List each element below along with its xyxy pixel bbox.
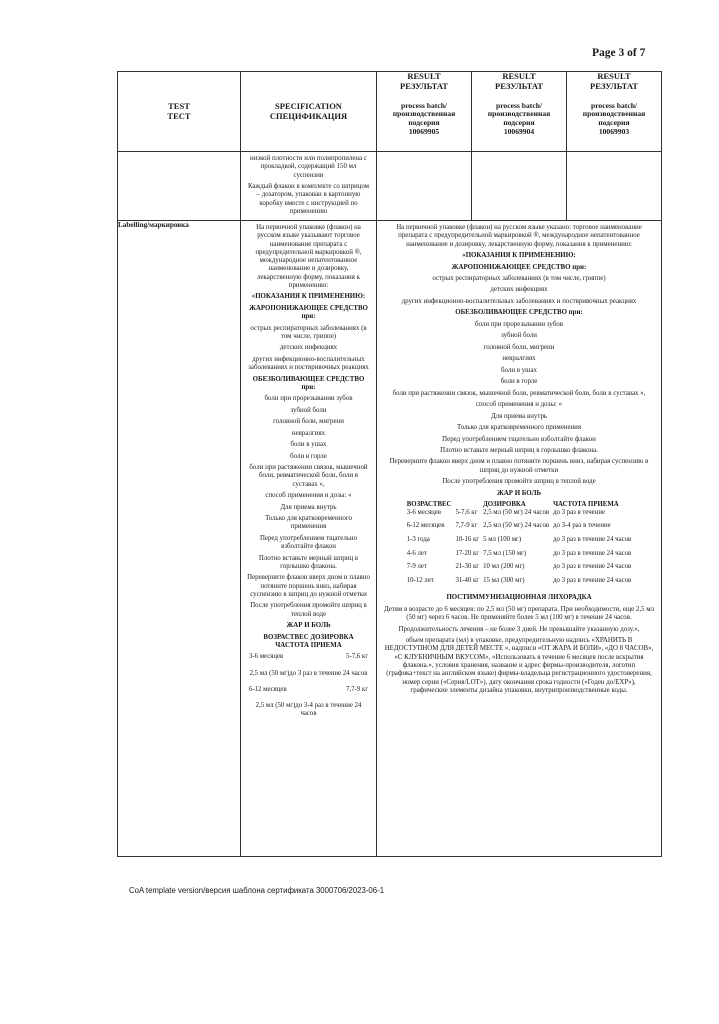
spec-text-line: детских инфекциях xyxy=(279,344,338,352)
specification-table xyxy=(117,71,662,857)
test-header-line: ТЕСТ xyxy=(167,110,191,121)
packaging-result-2 xyxy=(472,152,567,221)
result-text-line: боли в горле xyxy=(500,378,538,386)
batch-line: process batch/ xyxy=(590,100,638,110)
dose-weight: 31-40 кг xyxy=(455,576,480,584)
dose-frequency: до 3 раз в течение 24 часов xyxy=(553,535,632,543)
spec-header-line: СПЕЦИФИКАЦИЯ xyxy=(269,110,348,121)
result-text-line: объем препарата (мл) в упаковке, предупредительную надпись «ХРАНИТЬ В НЕДОСТУПНОМ ДЛЯ ДЕТЕЙ МЕСТЕ », надписи «ОТ ЖАРА И БОЛИ», «ДО 8 ЧАСОВ», «С КЛУБНИЧНЫМ ВКУСОМ», «Использовать в течение 6 месяцев после вскрытия флакона.», условия хранения, название и адрес фирмы-производителя, логотип (графика+текст на английском языке) фирмы-владельца регистрационного удостоверения, номер серии («Серия/LOT»), дату окончания срока годности («Годен до/EXP»), графические элементы дизайна упаковки, внутрипроизводственные коды. xyxy=(384,637,654,694)
result-header-1 xyxy=(377,72,472,152)
dose-amount: 2,5 мл (50 мг)до 3-4 раз в течение 24 часов xyxy=(255,702,362,717)
labelling-result-cell xyxy=(377,221,662,857)
result-text-line: невралгиях xyxy=(502,355,536,363)
batch-line: 10069904 xyxy=(503,126,535,136)
result-text-line: боли при прорезывании зубов xyxy=(475,320,563,328)
dose-row xyxy=(405,522,633,536)
spec-text-line: ЖАР И БОЛЬ xyxy=(286,622,331,630)
dose-row-detail xyxy=(247,670,370,686)
spec-text-line: ВОЗРАСТВЕС ДОЗИРОВКА ЧАСТОТА ПРИЕМА xyxy=(263,633,354,649)
dose-header-age: ВОЗРАСТВЕС xyxy=(406,501,452,509)
result-text-line: ОБЕЗБОЛИВАЮЩЕЕ СРЕДСТВО при: xyxy=(455,309,583,317)
result-text-line: Продолжительность лечения – не более 3 дней. Не превышайте указанную дозу.», xyxy=(398,625,640,633)
dose-weight: 7,7-9 кг xyxy=(455,522,478,530)
batch-line: подсерия xyxy=(598,117,630,127)
dose-row xyxy=(405,550,633,564)
spec-text-line: Плотно вставьте мерный шприц в горлышко флакона. xyxy=(258,554,359,570)
batch-line: 10069903 xyxy=(598,126,630,136)
result-text-line: ЖАРОПОНИЖАЮЩЕЕ СРЕДСТВО при: xyxy=(451,263,587,271)
test-header xyxy=(118,72,241,152)
dose-amount: 15 мл (300 мг) xyxy=(483,576,525,584)
spec-dose-table xyxy=(247,653,370,725)
result-text-line: Детям в возрасте до 6 месяцев: по 2,5 мл (50 мг) препарата. При необходимости, еще 2,5 мл (50 мг) через 6 часов. Не применяйте более 5 мл (100 мг) в течение 24 часов. xyxy=(383,605,655,622)
dose-row-detail xyxy=(247,702,370,725)
dose-age: 3-6 месяцев xyxy=(406,508,442,516)
result-label: RESULT xyxy=(502,71,536,81)
result-text-line: Для приема внутрь xyxy=(490,412,548,420)
labelling-test-name: Labelling/маркировка xyxy=(118,221,241,857)
dose-row xyxy=(247,653,370,670)
dose-amount: 2,5 мл (50 мг) 24 часов xyxy=(483,522,550,530)
result-text-line: других инфекционно-воспалительных заболеваниях и поствривочных реакциях xyxy=(401,297,637,305)
dose-frequency: до 3 раз в течение 24 часов xyxy=(553,563,632,571)
result-label: РЕЗУЛЬТАТ xyxy=(590,80,638,91)
dose-row xyxy=(405,577,633,591)
dose-age: 10-12 лет xyxy=(406,576,434,584)
spec-text-line: способ применения и дозы: « xyxy=(265,492,352,500)
spec-text-line: острых респираторных заболеваниях (в том числе, гриппе) xyxy=(250,324,367,340)
spec-text-line: После употребления промойте шприц в теплой воде xyxy=(250,602,367,618)
header-row xyxy=(118,72,662,152)
result-text-line: головной боли, мигрени xyxy=(483,343,555,351)
dose-header-row xyxy=(405,501,633,509)
dose-weight: 7,7-9 кг xyxy=(346,685,368,693)
spec-text-line: ОБЕЗБОЛИВАЮЩЕЕ СРЕДСТВО при: xyxy=(252,375,365,391)
dose-amount: 10 мл (200 мг) xyxy=(483,563,525,571)
test-header-line: TEST xyxy=(168,100,190,111)
dose-age: 4-6 лет xyxy=(406,549,427,557)
batch-line: производственная xyxy=(392,109,456,119)
dose-row xyxy=(405,563,633,577)
dose-amount: 7,5 мл (150 мг) xyxy=(483,549,527,557)
result-text-line: Перед употреблением тщательно взболтайте флакон xyxy=(442,435,596,443)
spec-text-line: боли при прорезывании зубов xyxy=(264,395,353,403)
spec-text-line: На первичной упаковке (флакон) на русском языке указывают торговое наименование препарата с предупредительной маркировкой ®, международное непатентованное наименование и дозировку, лекарственную форму, показания к применению: xyxy=(255,224,362,289)
labelling-row xyxy=(118,221,662,857)
batch-line: подсерия xyxy=(408,117,440,127)
result-text-line: «ПОКАЗАНИЯ К ПРИМЕНЕНИЮ: xyxy=(462,252,576,260)
dose-row xyxy=(247,686,370,703)
result-label: РЕЗУЛЬТАТ xyxy=(495,80,543,91)
spec-text-line: других инфекционно-воспалительных заболеваниях и поствривочных реакциях xyxy=(248,355,369,372)
spec-text-line: Переверните флакон вверх дном и плавно потяните поршень вниз, набирая суспензию в шприц до нужной отметки xyxy=(247,574,370,598)
dose-amount: 5 мл (100 мг) xyxy=(483,535,522,543)
result-text-line: На первичной упаковке (флакон) на русском языке указано: торговое наименование препарата с предупредительной маркировкой ®, международное непатентованное наименование и дозировку, лекарственную форму, показания к применению: xyxy=(396,224,642,248)
result-text-line: зубной боли xyxy=(501,332,537,340)
packaging-test-cell xyxy=(118,152,241,221)
dose-age: 1-3 года xyxy=(406,535,430,543)
spec-text-line: невралгиях xyxy=(291,429,326,437)
result-text-line: ПОСТИММУНИЗАЦИОННАЯ ЛИХОРАДКА xyxy=(446,594,592,602)
spec-text-line: зубной боли xyxy=(290,406,327,414)
dose-weight: 10-16 кг xyxy=(455,535,480,543)
dose-age: 6-12 месяцев xyxy=(249,685,287,693)
result-text-line: острых респираторных заболеваниях (в том числе, гриппе) xyxy=(432,274,606,282)
packaging-result-1 xyxy=(377,152,472,221)
result-header-3 xyxy=(567,72,662,152)
result-label: RESULT xyxy=(407,71,441,81)
result-text-line: боли в ушах xyxy=(501,366,537,374)
result-text-line: способ применения и дозы: « xyxy=(475,401,563,409)
batch-line: производственная xyxy=(487,109,551,119)
dose-weight: 21-30 кг xyxy=(455,563,480,571)
spec-text-line: Для приема внутрь xyxy=(280,503,337,511)
result-text-line: Только для кратковременного применения xyxy=(456,424,582,432)
dose-age: 3-6 месяцев xyxy=(249,653,284,661)
dose-weight: 17-20 кг xyxy=(455,549,480,557)
spec-text-line: боли при растяжении связок, мышечной боли, ревматической боли, боли в суставах », xyxy=(249,464,368,488)
result-label: РЕЗУЛЬТАТ xyxy=(400,80,448,91)
spec-text-line: боли в горле xyxy=(290,452,327,460)
result-header-2 xyxy=(472,72,567,152)
spec-text-line: Перед употреблением тщательно взболтайте флакон xyxy=(259,534,358,551)
batch-line: 10069905 xyxy=(408,126,440,136)
dose-amount: 2,5 мл (50 мг)до 3 раз в течение 24 часов xyxy=(249,670,368,678)
spec-text-line: боли в ушах xyxy=(290,441,327,449)
dose-frequency: до 3 раз в течение 24 часов xyxy=(553,549,632,557)
result-dose-table xyxy=(405,501,633,590)
dose-age: 6-12 месяцев xyxy=(406,522,445,530)
result-text-line: детских инфекциях xyxy=(490,286,548,294)
labelling-spec-cell xyxy=(241,221,377,857)
result-text-line: После употребления промойте шприц в теплой воде xyxy=(442,478,596,486)
result-text-line: Переверните флакон вверх дном и плавно потяните поршень вниз, набирая суспензию в шприц до нужной отметки xyxy=(389,458,649,474)
spec-text-line: «ПОКАЗАНИЯ К ПРИМЕНЕНИЮ: xyxy=(251,293,366,301)
dose-amount: 2,5 мл (50 мг) 24 часов xyxy=(483,508,550,516)
dose-weight: 5-7,6 кг xyxy=(455,508,478,516)
spec-header-line: SPECIFICATION xyxy=(275,100,342,111)
result-text-line: боли при растяжении связок, мышечной боли, ревматической боли, боли в суставах », xyxy=(392,389,646,397)
dose-header-freq: ЧАСТОТА ПРИЕМА xyxy=(553,501,619,509)
packaging-spec-cell xyxy=(241,152,377,221)
spec-text-line: Только для кратковременного применения xyxy=(265,515,352,531)
packaging-text-1: низкой плотности или полипропилена с прокладкой, содержащий 150 мл суспензии xyxy=(250,155,367,179)
batch-line: process batch/ xyxy=(495,100,543,110)
packaging-text-2: Каждый флакон в комплекте со шприцом – дозатором, упакован в картонную коробку вместе с инструкцией по применению xyxy=(247,183,370,215)
dose-frequency: до 3 раз в течение xyxy=(553,508,605,516)
template-version-footer: CoA template version/версия шаблона сертификата 3000706/2023-06-1 xyxy=(129,886,385,895)
dose-header-dose: ДОЗИРОВКА xyxy=(483,501,526,509)
page-number: Page 3 of 7 xyxy=(592,47,646,59)
spec-text-line: ЖАРОПОНИЖАЮЩЕЕ СРЕДСТВО при: xyxy=(249,304,368,321)
batch-line: производственная xyxy=(582,109,646,119)
batch-line: подсерия xyxy=(503,117,535,127)
result-label: RESULT xyxy=(597,71,631,81)
dose-age: 7-9 лет xyxy=(406,563,427,571)
result-text-line: Плотно вставьте мерный шприц в горлышко флакона. xyxy=(440,447,598,454)
dose-row xyxy=(405,509,633,523)
batch-line: process batch/ xyxy=(400,100,448,110)
dose-weight: 5-7,6 кг xyxy=(346,653,368,661)
dose-header-blank xyxy=(453,501,481,509)
spec-text-line: головной боли, мигрени xyxy=(273,418,344,426)
dose-row xyxy=(405,536,633,550)
packaging-result-3 xyxy=(567,152,662,221)
dose-frequency: до 3-4 раз в течение xyxy=(553,522,611,530)
spec-header xyxy=(241,72,377,152)
dose-frequency: до 3 раз в течение 24 часов xyxy=(553,576,632,584)
packaging-row xyxy=(118,152,662,221)
result-text-line: ЖАР И БОЛЬ xyxy=(496,489,542,497)
